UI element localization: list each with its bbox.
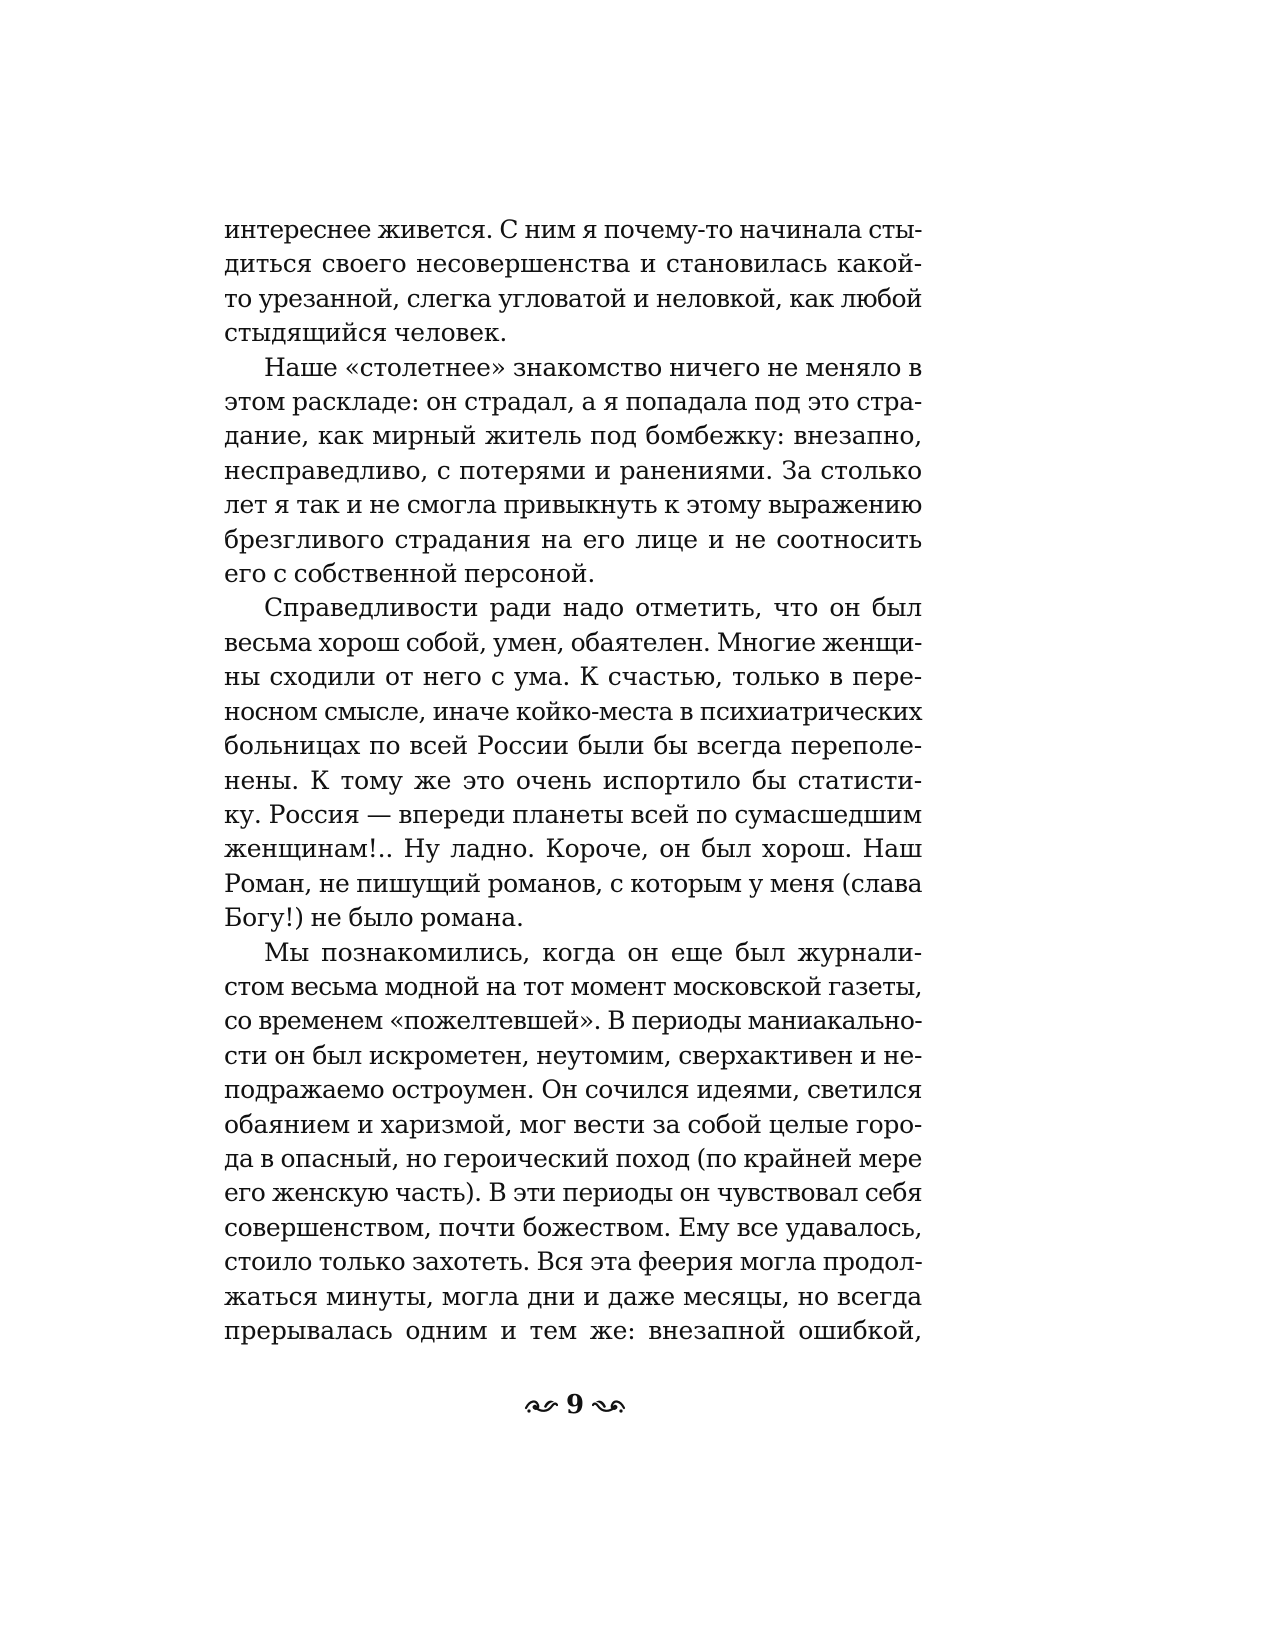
text-line: диться своего несовершенства и становилась какой- xyxy=(224,249,922,279)
text-line: стыдящийся человек. xyxy=(224,318,508,348)
text-line: брезгливого страдания на его лице и не соотносить xyxy=(224,524,922,554)
paragraph xyxy=(224,591,922,935)
paragraph xyxy=(224,351,922,592)
text-line: Наше «столетнее» знакомство ничего не меняло в xyxy=(264,352,922,382)
paragraph xyxy=(224,936,922,1349)
text-line: несправедливо, с потерями и ранениями. За столько xyxy=(224,455,922,485)
text-line: лет я так и не смогла привыкнуть к этому выражению xyxy=(224,490,922,520)
text-line: жаться минуты, могла дни и даже месяцы, но всегда xyxy=(224,1281,922,1311)
text-line: сти он был искрометен, неутомим, сверхактивен и не- xyxy=(224,1040,922,1070)
text-line: ны сходили от него с ума. К счастью, только в пере- xyxy=(224,662,922,692)
text-line: то урезанной, слегка угловатой и неловкой, как любой xyxy=(224,283,922,313)
text-line: больницах по всей России были бы всегда переполе- xyxy=(224,731,922,761)
left-fleuron-icon xyxy=(524,1394,558,1416)
text-line: ку. Россия — впереди планеты всей по сумасшедшим xyxy=(224,799,922,829)
text-line: Богу!) не было романа. xyxy=(224,903,524,933)
text-line: подражаемо остроумен. Он сочился идеями, светился xyxy=(224,1075,922,1105)
text-line: этом раскладе: он страдал, а я попадала под это стра- xyxy=(224,387,922,417)
text-line: со временем «пожелтевшей». В периоды маниакально- xyxy=(224,1006,922,1036)
text-line: Роман, не пишущий романов, с которым у меня (слава xyxy=(224,868,922,898)
text-line: носном смысле, иначе койко-места в психиатрических xyxy=(224,696,922,726)
text-line: его женскую часть). В эти периоды он чувствовал себя xyxy=(224,1178,922,1208)
text-line: стоило только захотеть. Вся эта феерия могла продол- xyxy=(224,1247,923,1277)
text-line: да в опасный, но героический поход (по крайней мере xyxy=(224,1143,922,1173)
right-fleuron-icon xyxy=(592,1394,626,1416)
page-folio xyxy=(520,1385,630,1425)
page-number: 9 xyxy=(565,1390,585,1420)
text-line: стом весьма модной на тот момент московской газеты, xyxy=(224,971,922,1001)
text-line: Справедливости ради надо отметить, что он был xyxy=(264,593,922,623)
text-line: интереснее живется. С ним я почему-то начинала сты- xyxy=(224,215,922,244)
text-line: прерывалась одним и тем же: внезапной ошибкой, xyxy=(224,1316,922,1345)
paragraph xyxy=(224,213,922,351)
text-line: женщинам!.. Ну ладно. Короче, он был хорош. Наш xyxy=(224,834,922,864)
text-line: Мы познакомились, когда он еще был журнали- xyxy=(264,937,922,967)
body-text xyxy=(224,213,922,1348)
text-line: совершенством, почти божеством. Ему все удавалось, xyxy=(224,1212,922,1242)
text-line: его с собственной персоной. xyxy=(224,559,596,589)
text-line: нены. К тому же это очень испортило бы статисти- xyxy=(224,765,922,795)
text-line: обаянием и харизмой, мог вести за собой целые горо- xyxy=(224,1109,922,1139)
text-line: дание, как мирный житель под бомбежку: внезапно, xyxy=(224,421,922,451)
text-line: весьма хорош собой, умен, обаятелен. Многие женщи- xyxy=(224,627,922,657)
